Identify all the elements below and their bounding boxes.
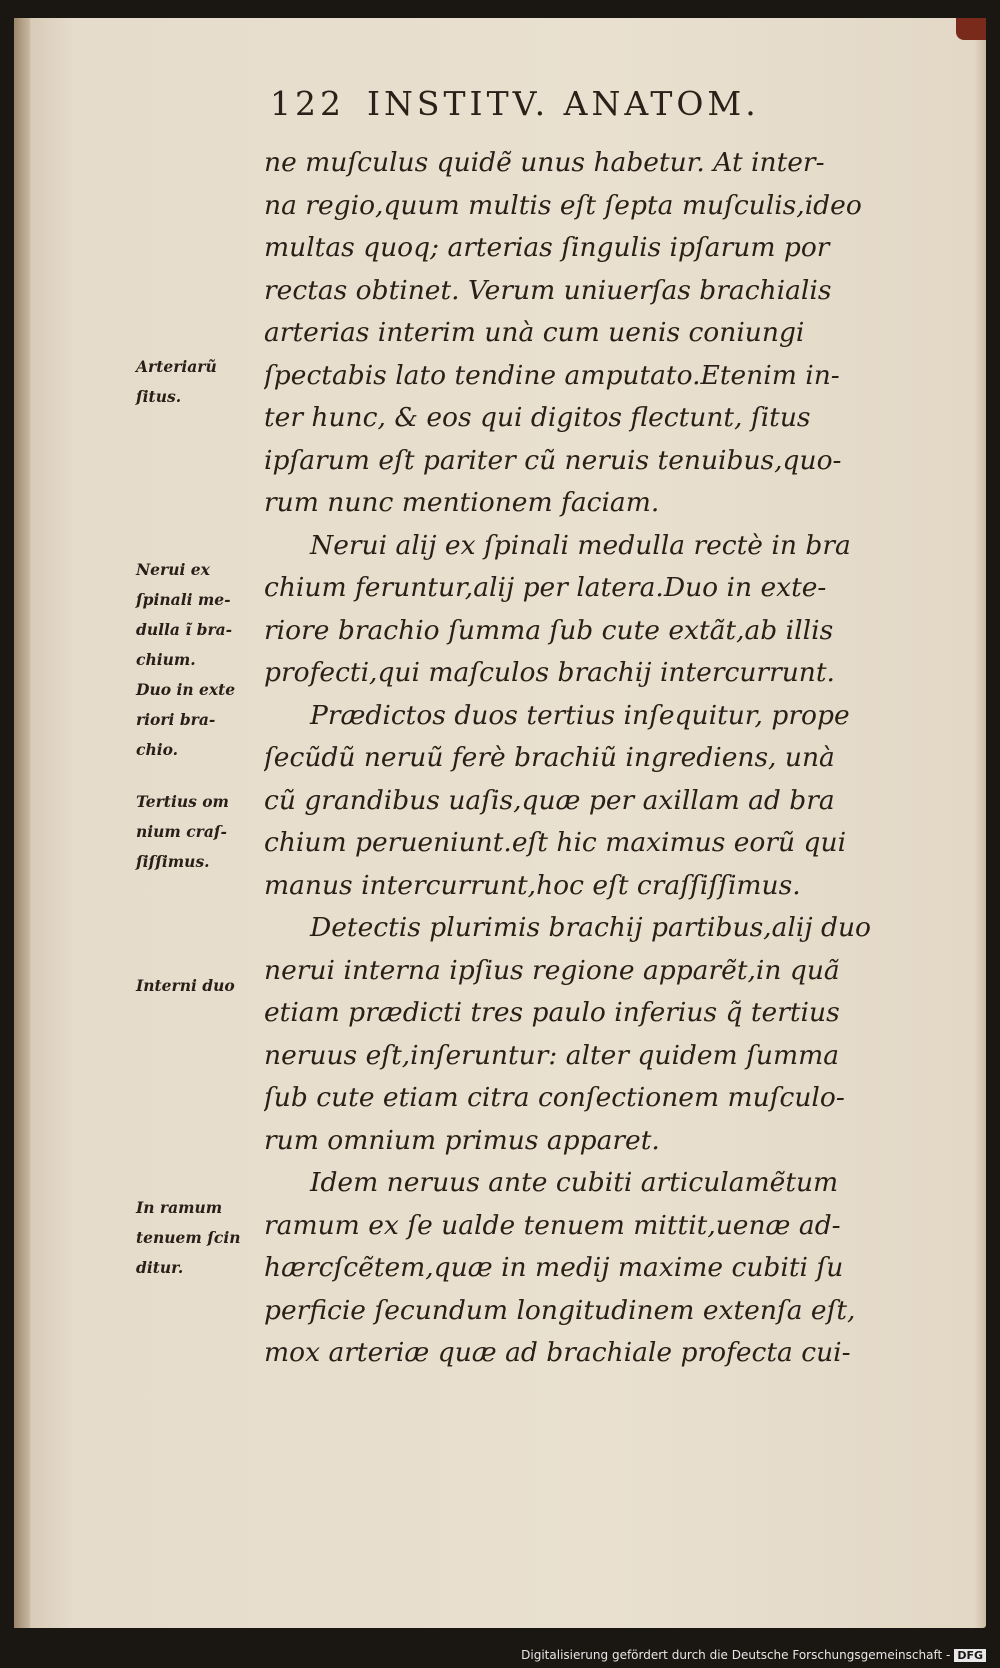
marginal-line: Nerui ex <box>136 560 210 579</box>
text-line: nerui interna ipſius regione apparẽt,in quã <box>264 954 840 986</box>
text-line: etiam prædicti tres paulo inferius q̃ tertius <box>264 997 840 1028</box>
binding-corner <box>956 18 986 40</box>
text-line: riore brachio ſumma ſub cute extãt,ab illis <box>264 614 834 646</box>
text-line: na regio,quum multis eſt ſepta muſculis,ideo <box>264 189 862 221</box>
marginal-note <box>136 1193 266 1283</box>
text-line: rum omnium primus apparet. <box>264 1124 660 1156</box>
text-line: ſecũdũ neruũ ferè brachiũ ingrediens, unà <box>264 742 835 773</box>
text-line: ſpectabis lato tendine amputato.Etenim in- <box>264 359 840 391</box>
text-line: ramum ex ſe ualde tenuem mittit,uenæ ad- <box>264 1209 841 1241</box>
text-line: ne muſculus quidẽ unus habetur. At inter- <box>264 147 825 178</box>
text-line: rectas obtinet. Verum uniuerſas brachialis <box>264 274 832 306</box>
marginal-line: ſitus. <box>136 387 182 406</box>
marginal-line: Duo in exte <box>136 680 236 699</box>
marginal-note <box>136 971 266 1001</box>
text-line: arterias interim unà cum uenis coniungi <box>264 317 805 348</box>
marginal-line: ditur. <box>136 1258 184 1277</box>
marginal-line: riori bra- <box>136 710 216 729</box>
text-line: rum nunc mentionem faciam. <box>264 487 660 518</box>
text-line: perficie ſecundum longitudinem extenſa eſt, <box>264 1294 856 1326</box>
text-line: ter hunc, & eos qui digitos flectunt, ſitus <box>264 402 811 433</box>
page-number: 122 <box>270 84 345 123</box>
running-title: INSTITV. ANATOM. <box>367 84 760 123</box>
marginal-line: Tertius om <box>136 792 229 811</box>
text-line: neruus eſt,inſeruntur: alter quidem ſumma <box>264 1039 840 1071</box>
text-line: Detectis plurimis brachij partibus,alij duo <box>310 912 871 943</box>
digitization-credit <box>521 1648 986 1662</box>
body-text <box>264 142 896 1375</box>
text-line: ſub cute etiam citra conſectionem muſculo- <box>264 1082 845 1113</box>
text-line: ipſarum eſt pariter cũ neruis tenuibus,quo- <box>264 444 842 476</box>
marginal-note <box>136 675 266 765</box>
marginal-note <box>136 555 266 675</box>
running-header <box>270 84 760 123</box>
marginal-note <box>136 787 266 877</box>
marginal-line: In ramum <box>136 1198 223 1217</box>
text-line: Idem neruus ante cubiti articulamẽtum <box>310 1167 839 1198</box>
text-line: Nerui alij ex ſpinali medulla rectè in bra <box>310 529 851 561</box>
text-line: hærcſcẽtem,quæ in medij maxime cubiti ſu <box>264 1252 844 1283</box>
marginal-line: chium. <box>136 650 196 669</box>
marginal-line: tenuem ſcin <box>136 1228 241 1247</box>
dfg-logo: DFG <box>954 1649 986 1662</box>
marginal-line: chio. <box>136 740 179 759</box>
credit-text: Digitalisierung gefördert durch die Deutsche Forschungsgemeinschaft - <box>521 1648 951 1662</box>
text-line: chium feruntur,alij per latera.Duo in exte- <box>264 572 827 603</box>
text-line: Prædictos duos tertius inſequitur, prope <box>310 699 850 731</box>
marginal-line: ſiſſimus. <box>136 852 210 871</box>
text-line: mox arteriæ quæ ad brachiale profecta cui- <box>264 1337 851 1368</box>
text-line: cũ grandibus uaſis,quæ per axillam ad bra <box>264 784 835 816</box>
marginal-line: Arteriarũ <box>136 357 217 376</box>
text-line: multas quoq; arterias ſingulis ipſarum por <box>264 232 830 263</box>
marginal-line: Interni duo <box>136 976 235 995</box>
marginal-line: nium craſ- <box>136 822 227 841</box>
marginal-line: ſpinali me- <box>136 590 231 609</box>
page-gutter-edge <box>14 18 30 1628</box>
text-line: profecti,qui maſculos brachij intercurrunt. <box>264 657 835 688</box>
text-line: manus intercurrunt,hoc eſt craſſiſſimus. <box>264 869 801 901</box>
marginal-note <box>136 352 266 412</box>
marginal-line: dulla ĩ bra- <box>136 620 233 639</box>
text-line: chium perueniunt.eſt hic maximus eorũ qui <box>264 827 847 858</box>
